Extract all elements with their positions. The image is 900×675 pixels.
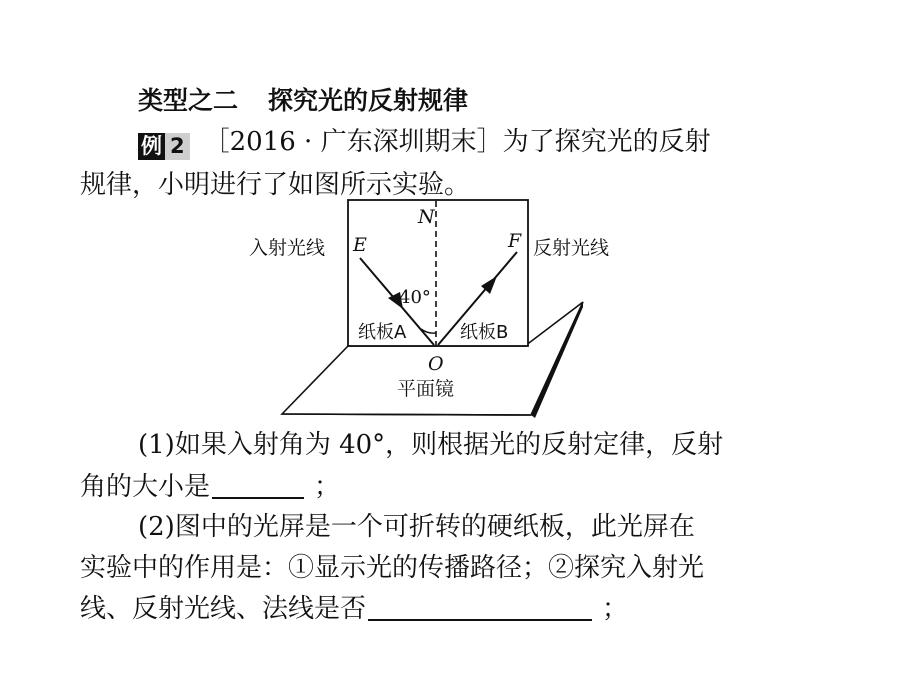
example-badge-number: 2 bbox=[165, 133, 190, 160]
label-point-f: F bbox=[508, 230, 522, 252]
question-2-end: ； bbox=[602, 594, 629, 624]
example-source: ［2016 · 广东深圳期末］ bbox=[203, 127, 503, 157]
answer-blank-2[interactable] bbox=[368, 595, 592, 621]
label-reflected-ray: 反射光线 bbox=[533, 237, 610, 259]
question-1-text: 角的大小是 bbox=[80, 472, 211, 502]
label-incident-ray: 入射光线 bbox=[249, 237, 326, 259]
label-point-n: N bbox=[418, 206, 435, 228]
example-text-1: 为了探究光的反射 bbox=[502, 127, 711, 157]
label-angle: 40° bbox=[399, 287, 431, 308]
question-1-end: ； bbox=[314, 472, 341, 502]
label-point-e: E bbox=[353, 234, 367, 256]
label-point-o: O bbox=[428, 353, 444, 375]
mirror-front-edge bbox=[282, 414, 531, 415]
question-2-line-2: 实验中的作用是：①显示光的传播路径；②探究入射光 bbox=[80, 553, 705, 583]
label-mirror: 平面镜 bbox=[397, 378, 455, 400]
question-1-line-2 bbox=[80, 472, 340, 502]
answer-blank-1[interactable] bbox=[212, 473, 304, 499]
question-2-text: 线、反射光线、法线是否 bbox=[80, 594, 367, 624]
question-2-line-1: (2)图中的光屏是一个可折转的硬纸板，此光屏在 bbox=[138, 512, 695, 542]
label-board-b: 纸板B bbox=[460, 322, 509, 343]
label-board-a: 纸板A bbox=[358, 322, 407, 343]
section-subtitle: 探究光的反射规律 bbox=[268, 86, 469, 115]
question-2-line-3 bbox=[80, 594, 628, 624]
example-line-2: 规律，小明进行了如图所示实验。 bbox=[80, 170, 471, 200]
section-label: 类型之二 bbox=[138, 86, 239, 115]
question-1-line-1: (1)如果入射角为 40°，则根据光的反射定律，反射 bbox=[138, 430, 724, 460]
example-badge-word: 例 bbox=[138, 133, 165, 160]
